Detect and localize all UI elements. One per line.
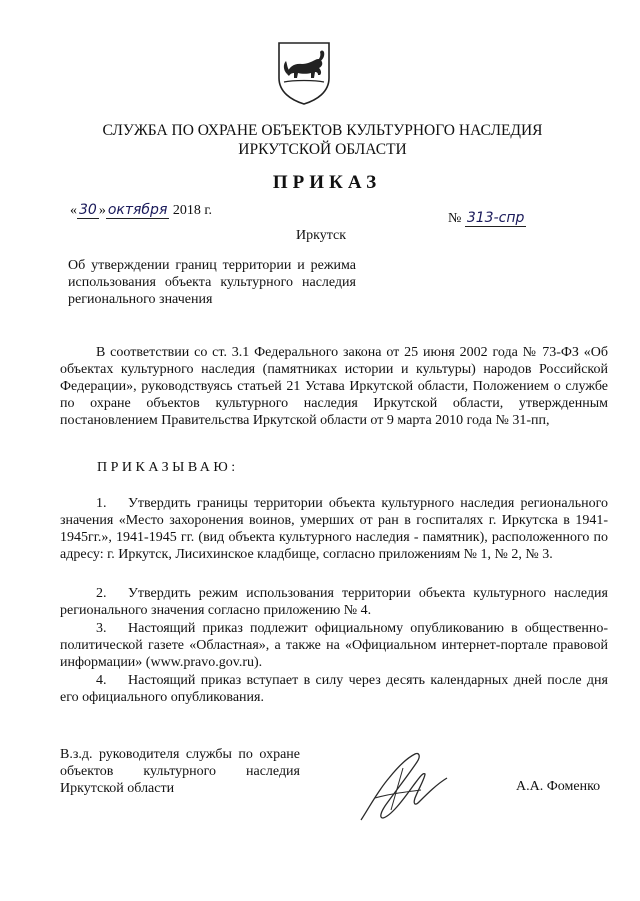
signer-position: В.з.д. руководителя службы по охране объектов культурного наследия Иркутской области [60, 747, 300, 796]
organization-name: СЛУЖБА ПО ОХРАНЕ ОБЪЕКТОВ КУЛЬТУРНОГО НАСЛЕДИЯ ИРКУТСКОЙ ОБЛАСТИ [102, 122, 543, 158]
date-month: октября [107, 202, 168, 218]
date-year: 2018 г. [172, 203, 213, 218]
number-prefix: № [448, 211, 462, 226]
coat-of-arms-icon [275, 40, 333, 106]
number-value: 313-спр [466, 210, 525, 226]
item-number: 2. [96, 586, 107, 601]
item-number: 3. [96, 621, 107, 636]
city-name: Иркутск [296, 228, 347, 243]
item-text: Настоящий приказ вступает в силу через десять календарных дней после дня его официального опубликования. [60, 673, 608, 705]
coat-of-arms-emblem [275, 40, 333, 106]
order-item [60, 495, 608, 563]
signature-mark-icon [355, 748, 455, 826]
handwritten-signature [355, 748, 455, 826]
document-number [448, 210, 526, 227]
order-word: ПРИКАЗЫВАЮ: [97, 460, 239, 475]
item-number: 4. [96, 673, 107, 688]
order-item [60, 672, 608, 706]
document-date [70, 202, 212, 219]
item-text: Утвердить режим использования территории объекта культурного наследия регионального значения согласно приложению № 4. [60, 586, 608, 618]
item-text: Утвердить границы территории объекта культурного наследия регионального значения «Место захоронения воинов, умерших от ран в госпиталях г. Иркутска в 1941-1945гг.», 1941-1945 гг. (вид объекта культурного наследия - памятник), расположенного по адресу: г. Иркутск, Лисихинское кладбище, согласно приложениям № 1, № 2, № 3. [60, 496, 608, 562]
date-close-quote: » [98, 203, 106, 218]
order-item [60, 585, 608, 619]
item-text: Настоящий приказ подлежит официальному опубликованию в общественно-политической газете «Областная», а также на «Официальном интернет-портале правовой информации» (www.pravo.gov.ru). [60, 621, 608, 670]
date-day: 30 [79, 202, 97, 218]
order-item [60, 620, 608, 671]
signer-name: А.А. Фоменко [516, 779, 601, 794]
item-number: 1. [96, 496, 107, 511]
document-subject: Об утверждении границ территории и режима использования объекта культурного наследия регионального значения [68, 258, 356, 307]
date-open-quote: « [70, 203, 77, 218]
preamble-paragraph: В соответствии со ст. 3.1 Федерального закона от 25 июня 2002 года № 73-ФЗ «Об объектах культурного наследия (памятниках истории и культуры) народов Российской Федерации», руководствуясь статьей 21 Устава Иркутской области, Положением о службе по охране объектов культурного наследия Иркутской области, утвержденным постановлением Правительства Иркутской области от 9 марта 2010 года № 31-пп, [60, 345, 608, 428]
document-type-title: ПРИКАЗ [272, 172, 382, 193]
